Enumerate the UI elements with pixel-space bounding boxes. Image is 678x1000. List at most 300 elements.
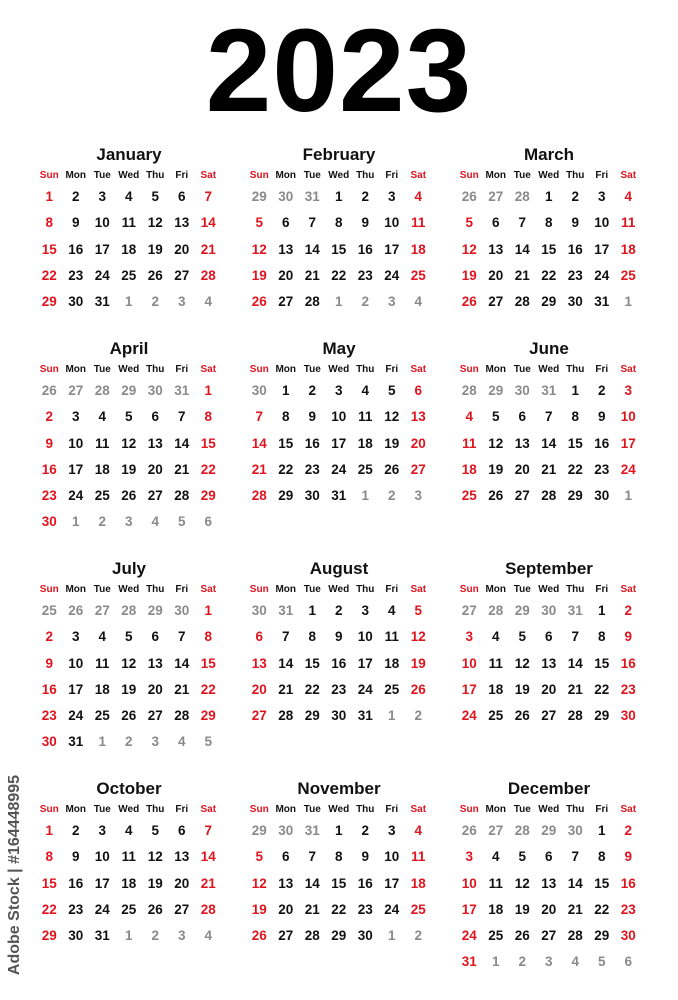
day-cell: 29 — [541, 294, 557, 310]
weekday-label: Mon — [65, 804, 87, 815]
weekday-label: Fri — [175, 170, 189, 181]
day-cell: 7 — [544, 409, 553, 425]
week-row — [36, 378, 222, 404]
day-cell: 16 — [620, 655, 636, 671]
day-cell: 7 — [308, 215, 316, 231]
day-cell: 27 — [147, 488, 163, 504]
day-cell: 29 — [304, 708, 320, 724]
week-row — [36, 703, 222, 729]
day-cell: 15 — [331, 241, 347, 257]
day-cell: 6 — [151, 409, 159, 425]
day-cell: 4 — [98, 629, 106, 645]
weekday-label: Thu — [566, 364, 585, 375]
day-cell: 25 — [357, 461, 373, 477]
day-cell: 5 — [387, 383, 396, 398]
weekday-label: Sun — [39, 364, 59, 375]
day-cell-other-month: 5 — [597, 954, 606, 970]
day-cell: 1 — [544, 189, 553, 204]
day-cell: 27 — [174, 901, 190, 917]
day-cell: 12 — [488, 435, 504, 451]
weekday-label: Mon — [275, 364, 297, 375]
day-cell: 11 — [488, 875, 503, 891]
day-cell-other-month: 29 — [121, 383, 137, 398]
day-cell-other-month: 27 — [68, 383, 84, 398]
day-cell: 5 — [518, 629, 526, 645]
day-cell: 27 — [541, 928, 557, 944]
day-cell-other-month: 5 — [204, 734, 212, 750]
week-row — [246, 897, 432, 923]
day-cell: 13 — [278, 241, 294, 257]
month-january — [36, 144, 222, 315]
day-cell: 14 — [200, 849, 216, 865]
weekday-label: Tue — [93, 804, 111, 815]
day-cell: 14 — [174, 655, 190, 671]
day-cell: 17 — [357, 655, 373, 671]
day-cell: 4 — [124, 189, 133, 204]
day-cell: 16 — [331, 655, 347, 671]
day-cell: 30 — [357, 928, 373, 944]
day-cell: 4 — [491, 629, 500, 645]
weekday-label: Sun — [459, 584, 479, 595]
weekday-header — [456, 582, 642, 598]
day-cell: 2 — [45, 409, 53, 425]
week-row — [246, 818, 432, 844]
day-cell: 12 — [384, 409, 400, 425]
day-cell: 18 — [410, 875, 426, 891]
week-row — [36, 263, 222, 289]
weekday-label: Thu — [566, 804, 585, 815]
week-row — [456, 923, 642, 949]
day-cell: 26 — [514, 928, 530, 944]
day-cell: 13 — [147, 435, 163, 451]
weekday-label: Sun — [249, 364, 269, 375]
day-cell: 1 — [204, 603, 212, 618]
day-cell: 16 — [68, 241, 84, 257]
week-row — [456, 483, 642, 509]
day-cell: 18 — [121, 875, 137, 891]
day-cell: 4 — [465, 409, 473, 425]
day-cell: 23 — [620, 681, 636, 697]
week-row — [36, 431, 222, 457]
week-row — [456, 263, 642, 289]
day-cell: 19 — [147, 241, 163, 257]
day-cell: 8 — [45, 849, 53, 865]
day-cell: 20 — [541, 901, 557, 917]
day-cell: 28 — [200, 901, 216, 917]
day-cell-other-month: 1 — [387, 928, 396, 944]
month-title: November — [297, 779, 381, 798]
day-cell: 4 — [491, 849, 500, 865]
day-cell: 20 — [278, 267, 294, 283]
day-cell: 15 — [200, 655, 216, 671]
day-cell: 31 — [357, 708, 373, 724]
day-cell: 26 — [121, 488, 137, 504]
day-cell: 27 — [147, 708, 163, 724]
day-cell-other-month: 3 — [387, 294, 396, 310]
day-cell: 11 — [621, 215, 636, 231]
day-cell: 6 — [281, 849, 290, 865]
day-cell-other-month: 29 — [541, 823, 557, 838]
day-cell: 13 — [514, 435, 530, 451]
day-cell: 18 — [384, 655, 400, 671]
day-cell: 22 — [200, 681, 216, 697]
day-cell: 8 — [334, 215, 343, 231]
day-cell-other-month: 26 — [68, 603, 84, 618]
day-cell: 23 — [357, 267, 373, 283]
day-cell: 30 — [304, 488, 320, 504]
day-cell: 1 — [597, 823, 606, 838]
day-cell: 16 — [41, 681, 57, 697]
day-cell: 14 — [278, 655, 294, 671]
week-row — [456, 184, 642, 210]
weekday-label: Wed — [118, 364, 140, 375]
weekday-label: Sat — [200, 170, 217, 181]
day-cell: 17 — [620, 435, 636, 451]
weekday-label: Wed — [538, 364, 560, 375]
day-cell: 16 — [567, 241, 583, 257]
week-row — [456, 624, 642, 650]
weekday-label: Sat — [410, 364, 427, 375]
day-cell: 27 — [410, 461, 426, 477]
day-cell: 15 — [594, 875, 610, 891]
week-row — [246, 624, 432, 650]
day-cell-other-month: 6 — [624, 954, 632, 970]
weekday-label: Sat — [620, 804, 637, 815]
day-cell: 2 — [334, 603, 343, 618]
day-cell-other-month: 31 — [304, 823, 320, 838]
day-cell: 10 — [461, 875, 477, 891]
day-cell: 4 — [98, 409, 106, 425]
day-cell: 18 — [94, 461, 110, 477]
day-cell: 12 — [121, 655, 137, 671]
day-cell: 24 — [594, 267, 610, 283]
day-cell: 15 — [278, 435, 294, 451]
day-cell: 7 — [255, 409, 263, 425]
day-cell: 28 — [174, 708, 190, 724]
day-cell: 25 — [384, 681, 400, 697]
weekday-label: Sun — [249, 170, 269, 181]
day-cell: 12 — [251, 241, 267, 257]
day-cell-other-month: 26 — [461, 189, 477, 204]
day-cell: 20 — [147, 681, 163, 697]
day-cell: 3 — [71, 629, 80, 645]
day-cell-other-month: 28 — [94, 383, 110, 398]
day-cell: 22 — [594, 901, 610, 917]
week-row — [456, 651, 642, 677]
day-cell: 5 — [255, 215, 263, 231]
weekday-label: Mon — [485, 584, 507, 595]
day-cell: 11 — [462, 435, 477, 451]
day-cell: 6 — [491, 215, 500, 231]
weekday-label: Wed — [328, 804, 350, 815]
weekday-header — [456, 802, 642, 818]
day-cell: 16 — [357, 241, 373, 257]
day-cell: 29 — [594, 928, 610, 944]
day-cell: 9 — [71, 215, 80, 231]
day-cell: 26 — [488, 488, 504, 504]
day-cell: 10 — [461, 655, 477, 671]
weekday-label: Wed — [328, 584, 350, 595]
day-cell: 13 — [251, 655, 267, 671]
day-cell: 2 — [361, 823, 369, 838]
day-cell: 20 — [147, 461, 163, 477]
day-cell: 5 — [465, 215, 473, 231]
day-cell: 22 — [594, 681, 610, 697]
day-cell: 13 — [541, 875, 557, 891]
day-cell: 22 — [41, 267, 57, 283]
day-cell: 17 — [68, 681, 84, 697]
day-cell: 6 — [544, 629, 553, 645]
day-cell: 17 — [594, 241, 610, 257]
day-cell-other-month: 3 — [151, 734, 159, 750]
week-row — [36, 651, 222, 677]
week-row — [36, 210, 222, 236]
week-row — [36, 184, 222, 210]
day-cell: 25 — [620, 267, 636, 283]
day-cell: 20 — [174, 875, 190, 891]
day-cell: 3 — [98, 189, 106, 204]
month-title: October — [96, 779, 162, 798]
day-cell: 8 — [571, 409, 579, 425]
month-title: August — [309, 559, 369, 578]
day-cell: 29 — [331, 928, 347, 944]
weekday-label: Tue — [303, 584, 321, 595]
day-cell: 11 — [411, 215, 426, 231]
day-cell: 2 — [624, 603, 632, 618]
day-cell-other-month: 1 — [624, 294, 632, 310]
day-cell: 7 — [571, 849, 579, 865]
day-cell-other-month: 31 — [278, 603, 294, 618]
day-cell: 24 — [461, 708, 477, 724]
day-cell-other-month: 1 — [124, 294, 133, 310]
weekday-label: Thu — [146, 364, 165, 375]
week-row — [246, 844, 432, 870]
month-title: September — [505, 559, 593, 578]
weekday-label: Fri — [385, 364, 399, 375]
day-cell: 7 — [204, 189, 212, 204]
day-cell-other-month: 3 — [124, 514, 133, 530]
day-cell: 13 — [410, 409, 426, 425]
day-cell: 12 — [514, 875, 530, 891]
day-cell: 20 — [541, 681, 557, 697]
day-cell: 22 — [41, 901, 57, 917]
day-cell-other-month: 2 — [361, 294, 369, 310]
day-cell: 23 — [68, 901, 84, 917]
day-cell: 7 — [177, 409, 186, 425]
day-cell: 20 — [251, 681, 267, 697]
day-cell: 14 — [174, 435, 190, 451]
day-cell: 10 — [94, 215, 110, 231]
day-cell: 18 — [461, 461, 477, 477]
day-cell: 19 — [147, 875, 163, 891]
day-cell: 7 — [281, 629, 290, 645]
weekday-label: Mon — [65, 170, 87, 181]
day-cell: 9 — [45, 435, 53, 451]
day-cell: 2 — [71, 823, 80, 838]
day-cell: 5 — [491, 409, 500, 425]
weekday-label: Sat — [410, 804, 427, 815]
day-cell: 8 — [597, 629, 606, 645]
day-cell: 3 — [387, 189, 396, 204]
day-cell: 31 — [594, 294, 610, 310]
day-cell: 1 — [334, 189, 343, 204]
day-cell: 15 — [594, 655, 610, 671]
week-row — [246, 457, 432, 483]
day-cell: 13 — [174, 849, 190, 865]
weekday-label: Thu — [356, 584, 375, 595]
week-row — [456, 871, 642, 897]
day-cell: 16 — [594, 435, 610, 451]
watermark-text: Adobe Stock | #164448995 — [6, 774, 23, 976]
week-row — [456, 598, 642, 624]
day-cell: 9 — [334, 629, 343, 645]
weekday-label: Fri — [595, 364, 609, 375]
weekday-header — [36, 582, 222, 598]
day-cell: 8 — [281, 409, 290, 425]
day-cell: 24 — [68, 488, 84, 504]
day-cell-other-month: 29 — [251, 823, 267, 838]
day-cell: 31 — [461, 954, 477, 970]
week-row — [456, 897, 642, 923]
weekday-label: Wed — [538, 804, 560, 815]
day-cell-other-month: 28 — [488, 603, 504, 618]
day-cell: 10 — [620, 409, 636, 425]
day-cell: 6 — [544, 849, 553, 865]
weekday-label: Tue — [513, 170, 531, 181]
day-cell: 5 — [518, 849, 526, 865]
day-cell-other-month: 28 — [461, 383, 477, 398]
day-cell: 11 — [121, 849, 136, 865]
day-cell-other-month: 30 — [567, 823, 583, 838]
day-cell: 6 — [177, 823, 186, 838]
weekday-label: Wed — [328, 364, 350, 375]
day-cell: 8 — [45, 215, 53, 231]
day-cell-other-month: 1 — [71, 514, 80, 530]
weekday-label: Fri — [595, 804, 609, 815]
weekday-header — [36, 168, 222, 184]
day-cell: 9 — [624, 849, 632, 865]
day-cell: 10 — [68, 655, 84, 671]
day-cell: 8 — [204, 409, 212, 425]
day-cell: 1 — [204, 383, 212, 398]
week-row — [456, 677, 642, 703]
day-cell: 15 — [304, 655, 320, 671]
day-cell-other-month: 30 — [251, 603, 267, 618]
day-cell-other-month: 3 — [177, 928, 186, 944]
week-row — [246, 483, 432, 509]
day-cell: 21 — [304, 267, 320, 283]
month-june — [456, 338, 642, 509]
day-cell-other-month: 1 — [491, 954, 500, 970]
day-cell: 15 — [41, 875, 57, 891]
day-cell: 18 — [94, 681, 110, 697]
week-row — [246, 184, 432, 210]
day-cell: 18 — [488, 681, 504, 697]
day-cell: 1 — [334, 823, 343, 838]
day-cell: 4 — [414, 823, 422, 838]
day-cell: 2 — [45, 629, 53, 645]
week-row — [456, 818, 642, 844]
day-cell: 25 — [410, 267, 426, 283]
day-cell: 17 — [461, 681, 477, 697]
weekday-header — [246, 168, 432, 184]
day-cell: 15 — [200, 435, 216, 451]
day-cell: 7 — [177, 629, 186, 645]
day-cell: 19 — [251, 267, 267, 283]
weekday-label: Sat — [410, 584, 427, 595]
day-cell: 28 — [174, 488, 190, 504]
day-cell: 9 — [45, 655, 53, 671]
month-december — [456, 778, 642, 976]
weekday-label: Wed — [118, 170, 140, 181]
day-cell: 13 — [488, 241, 504, 257]
day-cell: 29 — [278, 488, 294, 504]
day-cell: 16 — [620, 875, 636, 891]
day-cell: 24 — [620, 461, 636, 477]
day-cell: 31 — [94, 928, 110, 944]
day-cell: 12 — [121, 435, 137, 451]
day-cell-other-month: 2 — [124, 734, 133, 750]
week-row — [246, 651, 432, 677]
month-february — [246, 144, 432, 315]
day-cell-other-month: 29 — [147, 603, 163, 618]
day-cell: 24 — [461, 928, 477, 944]
day-cell: 3 — [361, 603, 369, 618]
day-cell-other-month: 1 — [387, 708, 396, 724]
day-cell: 9 — [624, 629, 632, 645]
day-cell: 11 — [95, 655, 110, 671]
day-cell: 31 — [94, 294, 110, 310]
day-cell-other-month: 30 — [514, 383, 530, 398]
weekday-label: Sat — [410, 170, 427, 181]
day-cell: 6 — [414, 383, 422, 398]
weekday-label: Mon — [485, 364, 507, 375]
weekday-label: Wed — [328, 170, 350, 181]
day-cell: 30 — [68, 294, 84, 310]
week-row — [456, 289, 642, 315]
week-row — [36, 818, 222, 844]
weekday-label: Fri — [385, 584, 399, 595]
day-cell: 30 — [567, 294, 583, 310]
day-cell: 11 — [121, 215, 136, 231]
week-row — [36, 237, 222, 263]
day-cell-other-month: 4 — [151, 514, 159, 530]
day-cell-other-month: 29 — [251, 189, 267, 204]
week-row — [36, 404, 222, 430]
day-cell: 13 — [147, 655, 163, 671]
weekday-label: Fri — [175, 804, 189, 815]
day-cell: 30 — [620, 708, 636, 724]
day-cell: 7 — [204, 823, 212, 838]
day-cell-other-month: 6 — [204, 514, 212, 530]
day-cell: 22 — [304, 681, 320, 697]
day-cell: 30 — [620, 928, 636, 944]
day-cell: 22 — [331, 901, 347, 917]
day-cell: 1 — [281, 383, 290, 398]
weekday-label: Sun — [459, 364, 479, 375]
day-cell: 4 — [361, 383, 369, 398]
day-cell: 10 — [384, 849, 400, 865]
day-cell-other-month: 2 — [151, 928, 159, 944]
day-cell: 31 — [331, 488, 347, 504]
day-cell: 27 — [514, 488, 530, 504]
day-cell: 30 — [41, 514, 57, 530]
weekday-label: Mon — [275, 584, 297, 595]
week-row — [246, 263, 432, 289]
day-cell: 24 — [384, 267, 400, 283]
weekday-header — [246, 582, 432, 598]
weekday-label: Mon — [485, 170, 507, 181]
